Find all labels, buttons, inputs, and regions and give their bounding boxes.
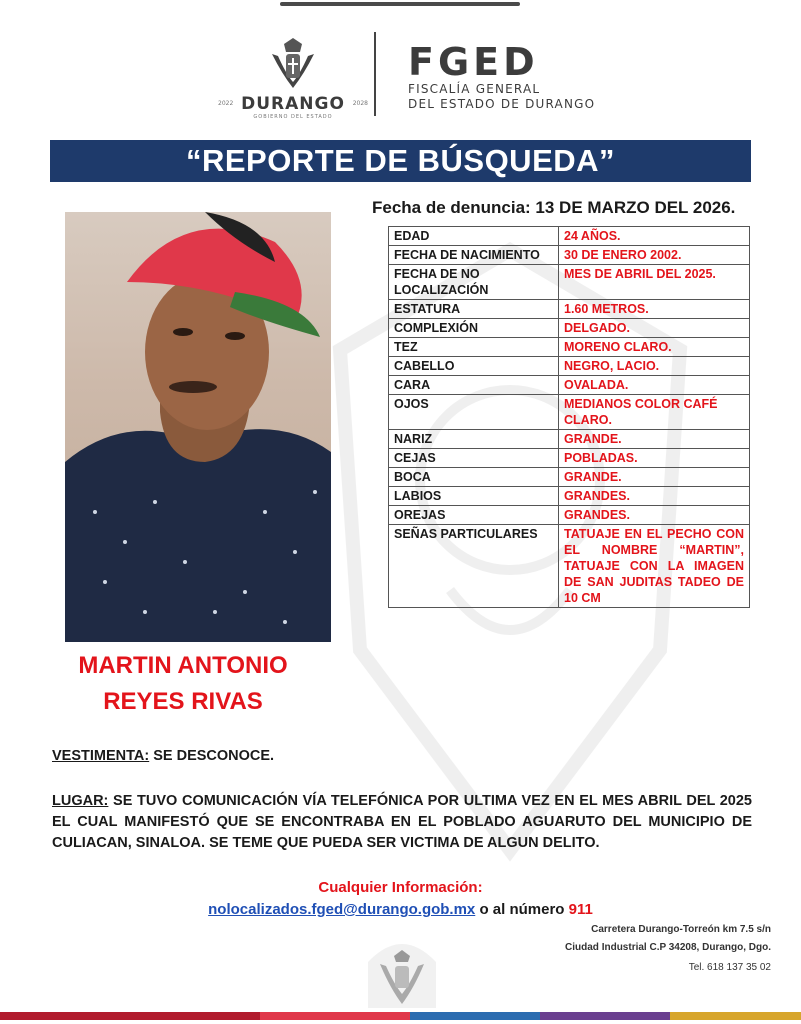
row-label: OJOS xyxy=(389,395,559,430)
row-label: ESTATURA xyxy=(389,300,559,319)
row-value: 24 AÑOS. xyxy=(559,227,750,246)
logo-year-right: 2028 xyxy=(352,100,368,107)
address-line-2: Ciudad Industrial C.P 34208, Durango, Dgo. xyxy=(565,942,771,953)
document-header xyxy=(0,28,801,124)
table-row xyxy=(389,487,750,506)
table-row xyxy=(389,319,750,338)
bottom-color-strip xyxy=(0,1008,801,1024)
row-value: GRANDES. xyxy=(559,487,750,506)
row-value: 30 DE ENERO 2002. xyxy=(559,246,750,265)
vestimenta-paragraph xyxy=(52,746,752,767)
table-row xyxy=(389,246,750,265)
emergency-number: 911 xyxy=(568,901,593,918)
address-line-1: Carretera Durango-Torreón km 7.5 s/n xyxy=(591,924,771,935)
durango-shield-icon xyxy=(264,34,322,92)
row-value: MEDIANOS COLOR CAFÉ CLARO. xyxy=(559,395,750,430)
fged-line-2: DEL ESTADO DE DURANGO xyxy=(408,97,596,111)
table-row xyxy=(389,468,750,487)
lugar-label: LUGAR: xyxy=(52,793,109,809)
row-value: GRANDE. xyxy=(559,430,750,449)
footer-seal-icon xyxy=(364,932,440,1016)
row-label: LABIOS xyxy=(389,487,559,506)
table-row xyxy=(389,430,750,449)
table-row xyxy=(389,376,750,395)
row-value: MORENO CLARO. xyxy=(559,338,750,357)
contact-email-link[interactable]: nolocalizados.fged@durango.gob.mx xyxy=(208,901,476,918)
lugar-text: SE TUVO COMUNICACIÓN VÍA TELEFÓNICA POR ULTIMA VEZ EN EL MES ABRIL DEL 2025 EL CUAL MANIFESTÓ QUE SE ENCONTRABA EN EL POBLADO AGUARUTO DEL MUNICIPIO DE CULIACAN, SINALOA. SE TEME QUE PUEDA SER VICTIMA DE ALGUN DELITO. xyxy=(52,793,752,851)
top-edge xyxy=(0,0,801,10)
table-row xyxy=(389,395,750,430)
row-value: OVALADA. xyxy=(559,376,750,395)
contact-line xyxy=(0,901,801,918)
row-label: FECHA DE NO LOCALIZACIÓN xyxy=(389,265,559,300)
table-row xyxy=(389,300,750,319)
person-name-line-1: MARTIN ANTONIO xyxy=(78,652,288,679)
fged-acronym: FGED xyxy=(408,40,539,84)
row-label: OREJAS xyxy=(389,506,559,525)
description-table xyxy=(388,226,750,608)
vestimenta-text: SE DESCONOCE. xyxy=(149,748,275,764)
missing-person-photo xyxy=(65,212,331,642)
contact-connector: o al número xyxy=(475,901,569,918)
table-row xyxy=(389,506,750,525)
report-date: Fecha de denuncia: 13 DE MARZO DEL 2026. xyxy=(372,198,736,217)
header-divider xyxy=(374,32,376,116)
row-label: BOCA xyxy=(389,468,559,487)
logo-year-left: 2022 xyxy=(218,100,234,107)
durango-logo-subtitle: GOBIERNO DEL ESTADO xyxy=(253,114,333,120)
fged-line-1: FISCALÍA GENERAL xyxy=(408,82,541,96)
row-value: GRANDE. xyxy=(559,468,750,487)
report-title: “REPORTE DE BÚSQUEDA” xyxy=(50,140,751,182)
row-label: CABELLO xyxy=(389,357,559,376)
durango-logo-name: DURANGO xyxy=(241,94,345,114)
row-value: MES DE ABRIL DEL 2025. xyxy=(559,265,750,300)
row-label: FECHA DE NACIMIENTO xyxy=(389,246,559,265)
lugar-paragraph xyxy=(52,791,752,854)
row-label: COMPLEXIÓN xyxy=(389,319,559,338)
table-row xyxy=(389,265,750,300)
table-row xyxy=(389,357,750,376)
row-value: TATUAJE EN EL PECHO CON EL NOMBRE “MARTIN”, TATUAJE CON LA IMAGEN DE SAN JUDITAS TADEO DE 10 CM xyxy=(559,525,750,608)
row-label: TEZ xyxy=(389,338,559,357)
contact-title: Cualquier Información: xyxy=(318,879,483,896)
vestimenta-label: VESTIMENTA: xyxy=(52,748,150,764)
row-label: NARIZ xyxy=(389,430,559,449)
row-value: 1.60 METROS. xyxy=(559,300,750,319)
address-phone: Tel. 618 137 35 02 xyxy=(688,962,771,973)
table-row xyxy=(389,449,750,468)
row-label: EDAD xyxy=(389,227,559,246)
durango-logo xyxy=(218,34,368,118)
person-portrait-icon xyxy=(65,212,331,642)
row-label: CARA xyxy=(389,376,559,395)
fged-logo xyxy=(408,42,595,112)
row-value: POBLADAS. xyxy=(559,449,750,468)
row-value: GRANDES. xyxy=(559,506,750,525)
row-value: NEGRO, LACIO. xyxy=(559,357,750,376)
row-label: CEJAS xyxy=(389,449,559,468)
table-row xyxy=(389,338,750,357)
table-row xyxy=(389,525,750,608)
table-row xyxy=(389,227,750,246)
row-label: SEÑAS PARTICULARES xyxy=(389,525,559,608)
person-name-line-2: REYES RIVAS xyxy=(103,688,263,715)
row-value: DELGADO. xyxy=(559,319,750,338)
